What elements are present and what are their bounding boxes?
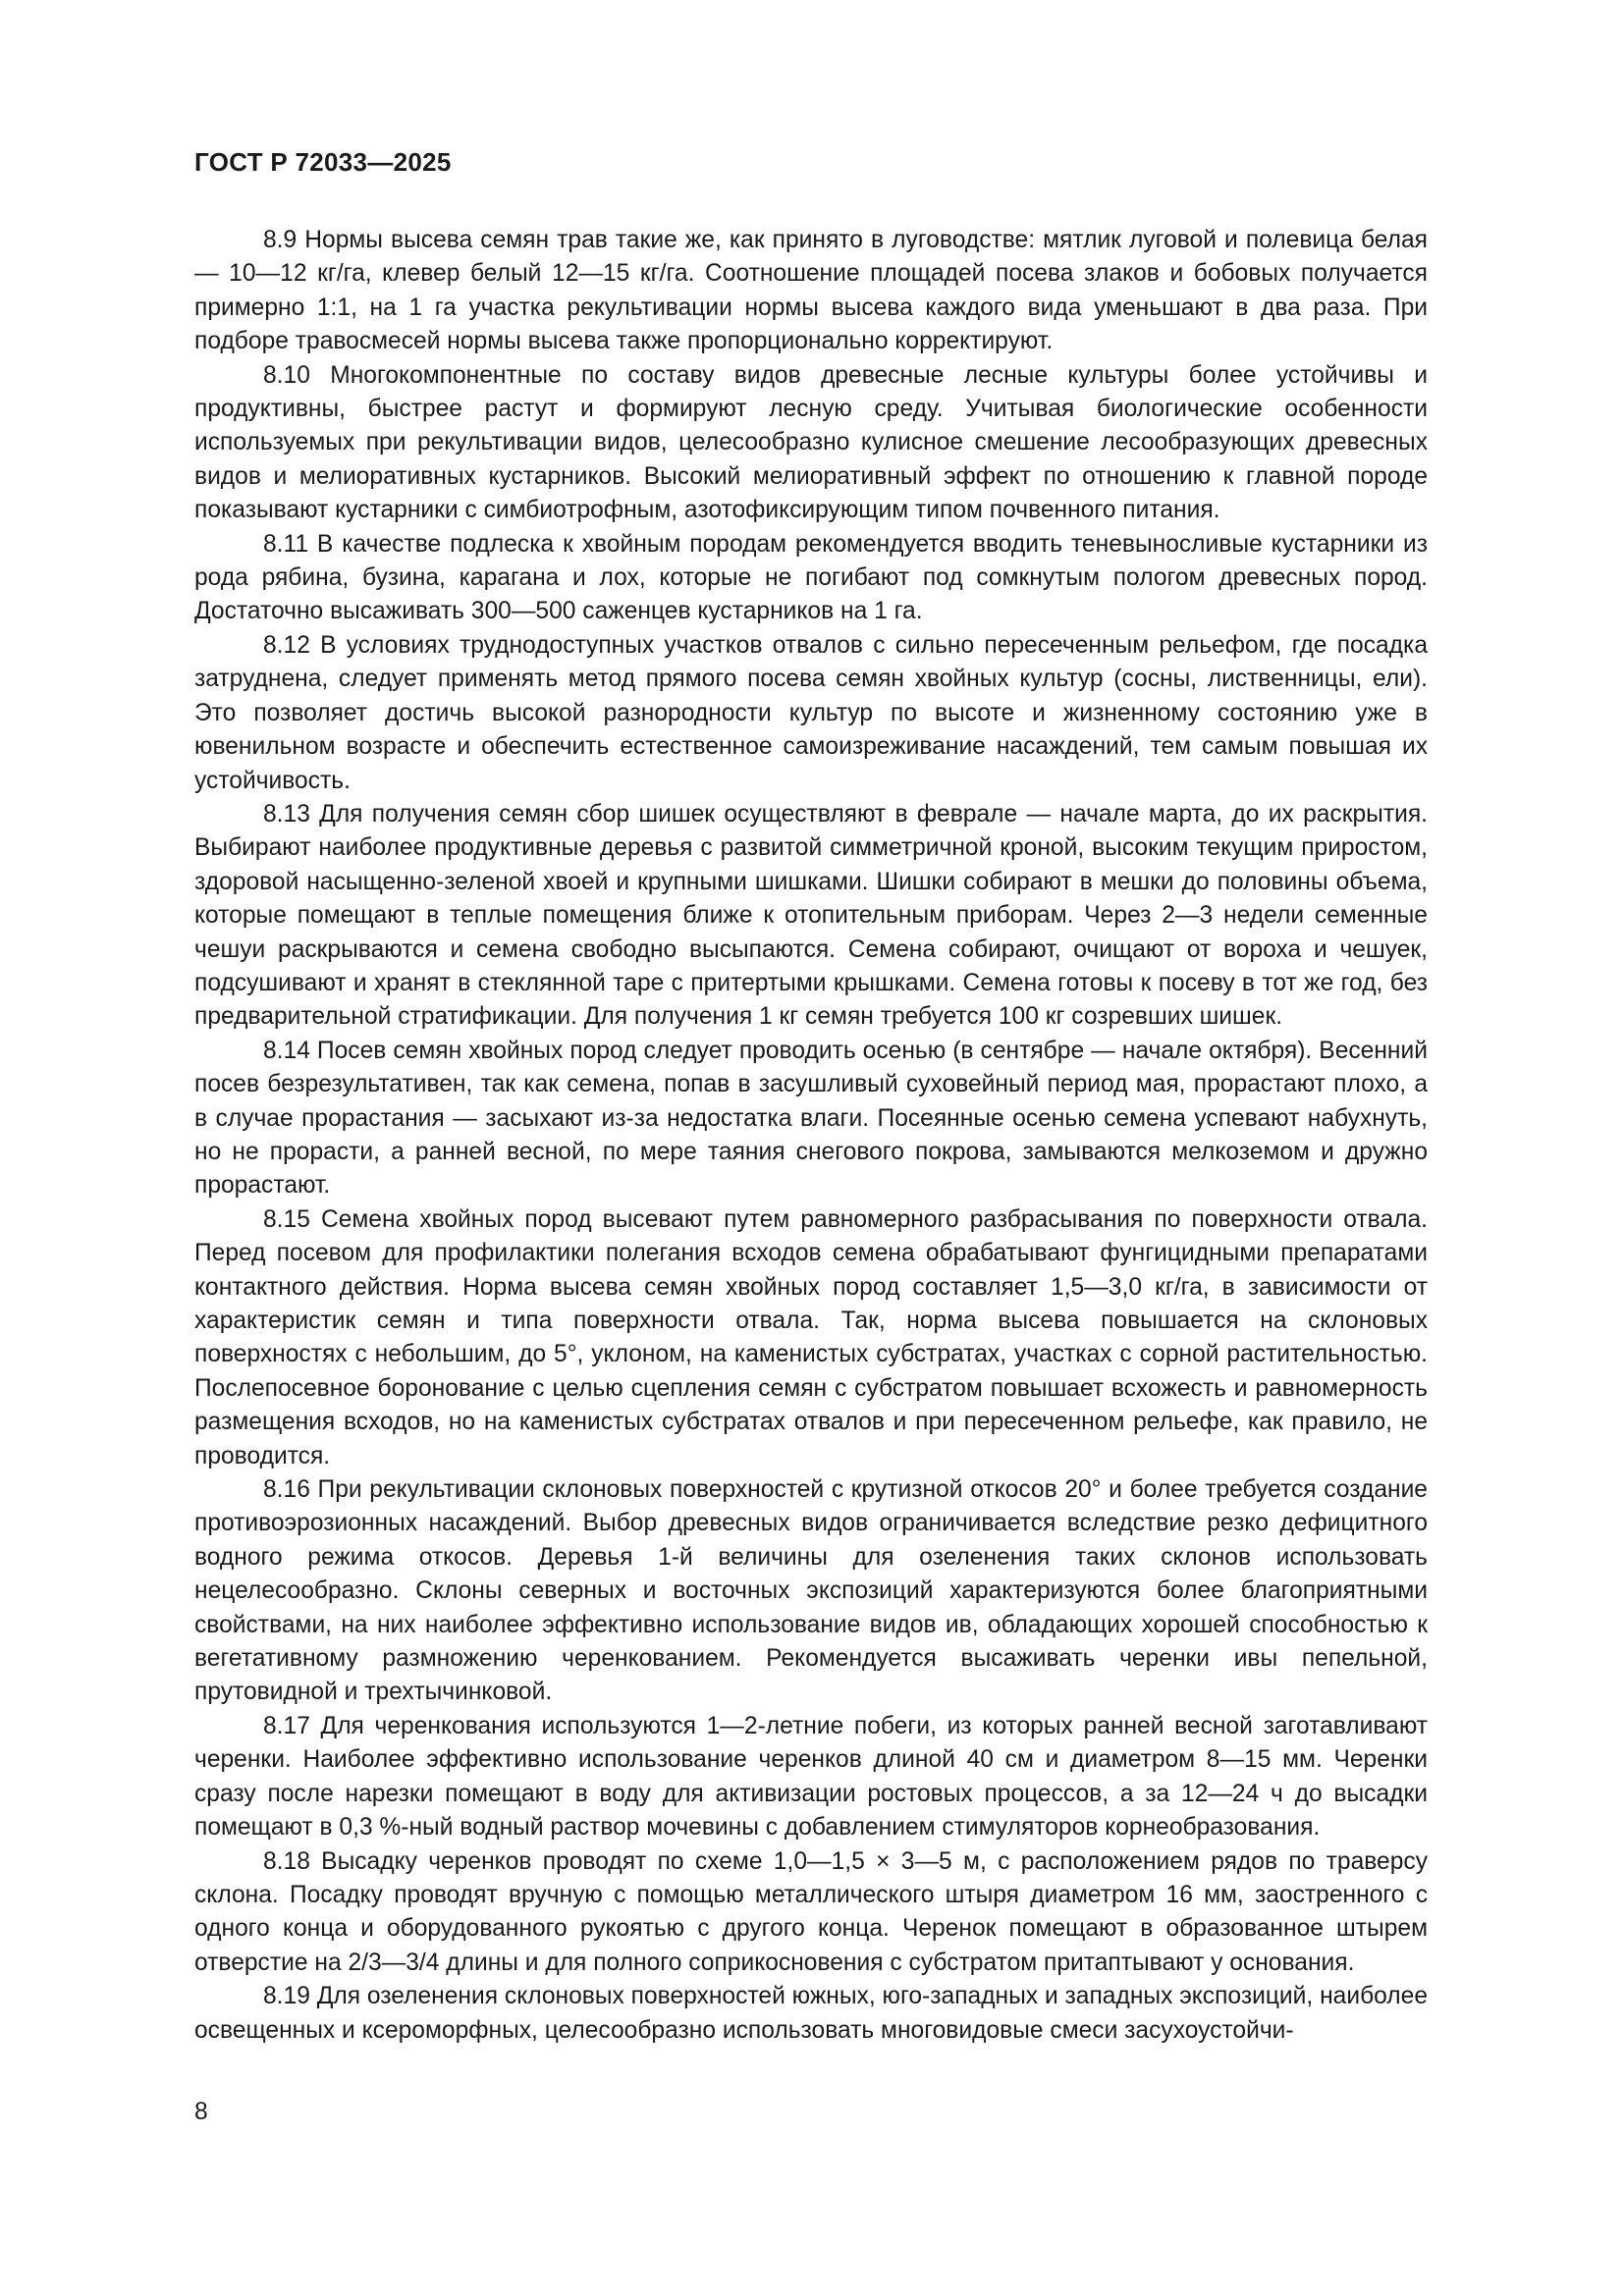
paragraph-8-13: 8.13 Для получения семян сбор шишек осуществляют в феврале — начале марта, до их раскрытия. Выбирают наиболее продуктивные деревья с развитой симметричной кроной, высоким текущим приростом, здоровой насыщенно-зеленой хвоей и крупными шишками. Шишки собирают в мешки до половины объема, которые помещают в теплые помещения ближе к отопительным приборам. Через 2—3 недели семенные чешуи раскрываются и семена свободно высыпаются. Семена собирают, очищают от вороха и чешуек, подсушивают и хранят в стеклянной таре с притертыми крышками. Семена готовы к посеву в тот же год, без предварительной стратификации. Для получения 1 кг семян требуется 100 кг созревших шишек. [194,800,1428,1031]
paragraph-8-11: 8.11 В качестве подлеска к хвойным породам рекомендуется вводить теневыносливые кустарники из рода рябина, бузина, карагана и лох, которые не погибают под сомкнутым пологом древесных пород. Достаточно высаживать 300—500 саженцев кустарников на 1 га. [194,530,1428,625]
paragraph-8-17: 8.17 Для черенкования используются 1—2-летние побеги, из которых ранней весной заготавливают черенки. Наиболее эффективно использование черенков длиной 40 см и диаметром 8—15 мм. Черенки сразу после нарезки помещают в воду для активизации ростовых процессов, а за 12—24 ч до высадки помещают в 0,3 %-ный водный раствор мочевины с добавлением стимуляторов корнеобразования. [194,1712,1428,1842]
paragraph-8-10: 8.10 Многокомпонентные по составу видов древесные лесные культуры более устойчивы и продуктивны, быстрее растут и формируют лесную среду. Учитывая биологические особенности используемых при рекультивации видов, целесообразно кулисное смешение лесообразующих древесных видов и мелиоративных кустарников. Высокий мелиоративный эффект по отношению к главной породе показывают кустарники с симбиотрофным, азотофиксирующим типом почвенного питания. [194,361,1428,524]
document-body [194,224,1428,2048]
paragraph-8-12: 8.12 В условиях труднодоступных участков отвалов с сильно пересеченным рельефом, где посадка затруднена, следует применять метод прямого посева семян хвойных культур (сосны, лиственницы, ели). Это позволяет достичь высокой разнородности культур по высоте и жизненному состоянию уже в ювенильном возрасте и обеспечить естественное самоизреживание насаждений, тем самым повышая их устойчивость. [194,631,1428,794]
paragraph-8-14: 8.14 Посев семян хвойных пород следует проводить осенью (в сентябре — начале октября). Весенний посев безрезультативен, так как семена, попав в засушливый суховейный период мая, прорастают плохо, а в случае прорастания — засыхают из-за недостатка влаги. Посеянные осенью семена успевают набухнуть, но не прорасти, а ранней весной, по мере таяния снегового покрова, замываются мелкоземом и дружно прорастают. [194,1037,1428,1200]
paragraph-8-19: 8.19 Для озеленения склоновых поверхностей южных, юго-западных и западных экспозиций, наиболее освещенных и ксероморфных, целесообразно использовать многовидовые смеси засухоустойчи- [194,1983,1428,2044]
paragraph-8-16: 8.16 При рекультивации склоновых поверхностей с крутизной откосов 20° и более требуется создание противоэрозионных насаждений. Выбор древесных видов ограничивается вследствие резко дефицитного водного режима откосов. Деревья 1-й величины для озеленения таких склонов использовать нецелесообразно. Склоны северных и восточных экспозиций характеризуются более благоприятными свойствами, на них наиболее эффективно использование видов ив, обладающих хорошей способностью к вегетативному размножению черенкованием. Рекомендуется высаживать черенки ивы пепельной, прутовидной и трехтычинковой. [194,1476,1428,1706]
standard-header: ГОСТ Р 72033—2025 [194,147,452,177]
paragraph-8-15: 8.15 Семена хвойных пород высевают путем равномерного разбрасывания по поверхности отвала. Перед посевом для профилактики полегания всходов семена обрабатывают фунгицидными препаратами контактного действия. Норма высева семян хвойных пород составляет 1,5—3,0 кг/га, в зависимости от характеристик семян и типа поверхности отвала. Так, норма высева повышается на склоновых поверхностях с небольшим, до 5°, уклоном, на каменистых субстратах, участках с сорной растительностью. Послепосевное боронование с целью сцепления семян с субстратом повышает всхожесть и равномерность размещения всходов, но на каменистых субстратах отвалов и при пересеченном рельефе, как правило, не проводится. [194,1205,1428,1469]
page-number: 8 [194,2099,208,2125]
paragraph-8-18: 8.18 Высадку черенков проводят по схеме 1,0—1,5 × 3—5 м, с расположением рядов по траверсу склона. Посадку проводят вручную с помощью металлического штыря диаметром 16 мм, заостренного с одного конца и оборудованного рукоятью с другого конца. Черенок помещают в образованное штырем отверстие на 2/3—3/4 длины и для полного соприкосновения с субстратом притаптывают у основания. [194,1847,1428,1976]
paragraph-8-9: 8.9 Нормы высева семян трав такие же, как принято в луговодстве: мятлик луговой и полевица белая — 10—12 кг/га, клевер белый 12—15 кг/га. Соотношение площадей посева злаков и бобовых получается примерно 1:1, на 1 га участка рекультивации нормы высева каждого вида уменьшают в два раза. При подборе травосмесей нормы высева также пропорционально корректируют. [194,227,1428,355]
